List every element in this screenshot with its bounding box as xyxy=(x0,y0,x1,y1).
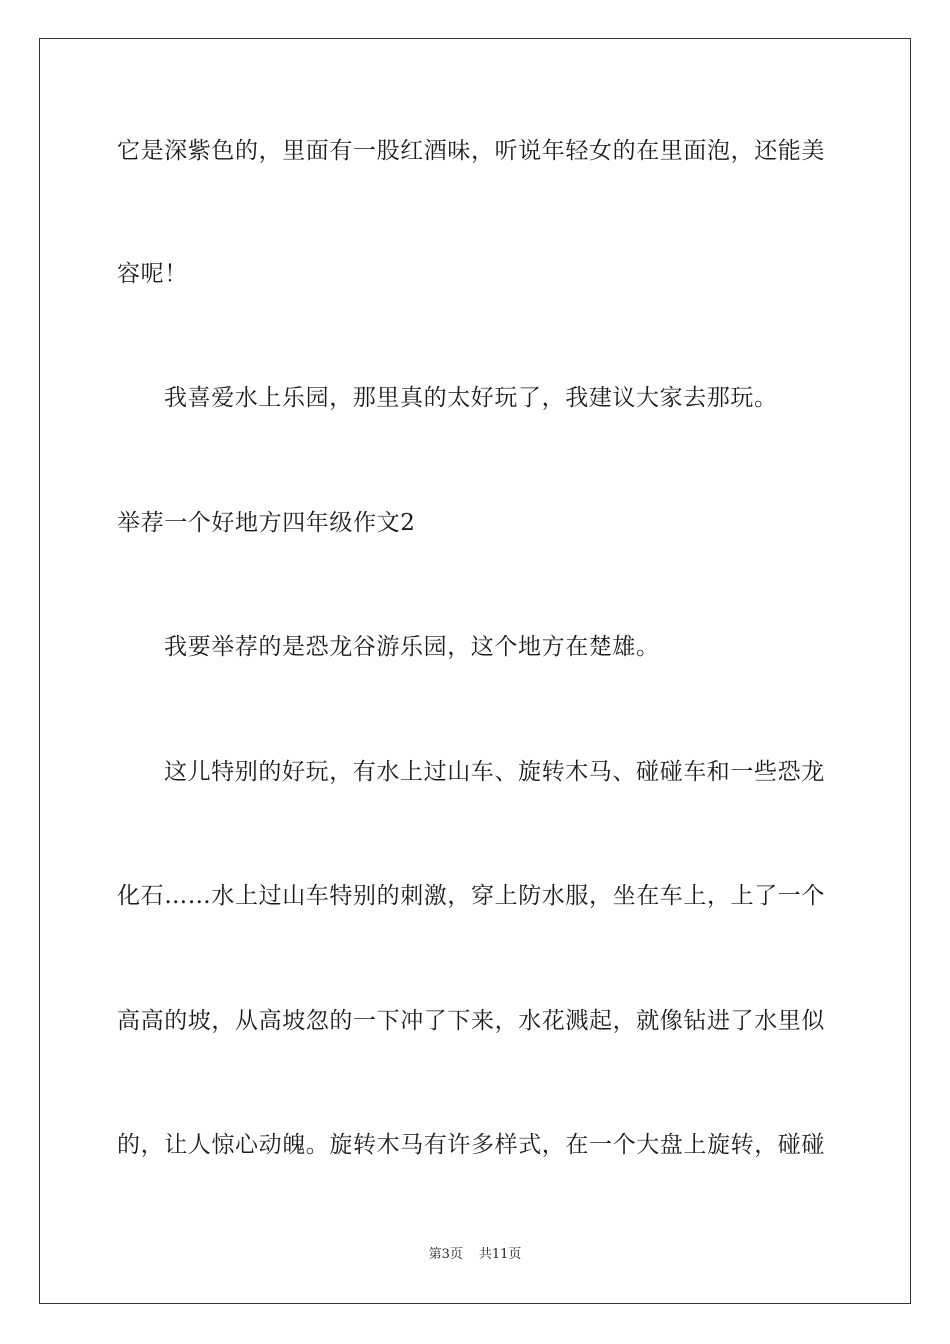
paragraph-line: 化石……水上过山车特别的刺激，穿上防水服，坐在车上，上了一个 xyxy=(117,883,825,909)
paragraph-line: 我要举荐的是恐龙谷游乐园，这个地方在楚雄。 xyxy=(164,634,660,660)
page-total: 共11页 xyxy=(478,1247,522,1262)
section-heading: 举荐一个好地方四年级作文2 xyxy=(117,510,416,536)
paragraph-line: 容呢！ xyxy=(117,261,188,287)
paragraph-line: 它是深紫色的，里面有一股红酒味，听说年轻女的在里面泡，还能美 xyxy=(117,138,825,164)
paragraph-line: 我喜爱水上乐园，那里真的太好玩了，我建议大家去那玩。 xyxy=(164,385,778,411)
paragraph-line: 这儿特别的好玩，有水上过山车、旋转木马、碰碰车和一些恐龙 xyxy=(164,759,825,785)
paragraph-line: 的，让人惊心动魄。旋转木马有许多样式，在一个大盘上旋转，碰碰 xyxy=(117,1132,825,1158)
paragraph-line: 高高的坡，从高坡忽的一下冲了下来，水花溅起，就像钻进了水里似 xyxy=(117,1008,825,1034)
page-footer xyxy=(0,1246,950,1264)
page-number: 第3页 xyxy=(428,1247,463,1262)
page-border xyxy=(39,38,911,1304)
